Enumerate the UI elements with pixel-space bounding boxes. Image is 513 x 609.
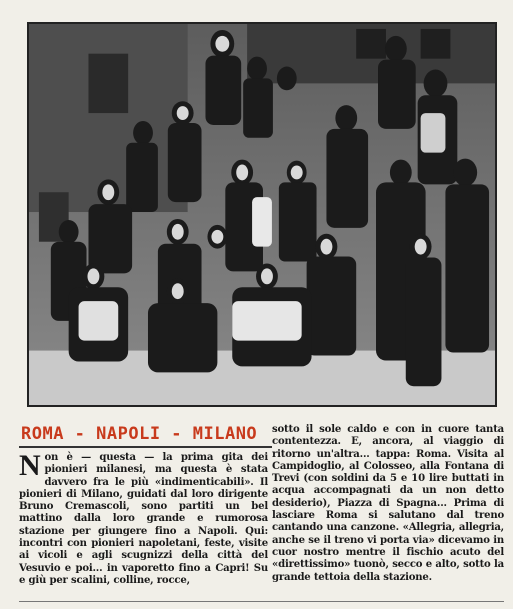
group-photo [27, 22, 497, 407]
article-paragraph-left [19, 449, 268, 587]
article-column-right [272, 424, 504, 584]
article-column-left [19, 449, 268, 587]
bottom-rule [19, 601, 504, 602]
group-photo-image [29, 24, 495, 405]
article-text-left: on è — questa — la prima gita dei pionieri milanesi, ma questa è stata davvero fra le più «indimenticabili». Il pionieri di Milano, guidati dal loro dirigente Bruno Cremascoli, sono partiti un bel mattino dalla loro grande e rumorosa stazione per giungere fino a Napoli. Qui: incontri con pionieri napoletani, feste, visite ai vicoli e agli scugnizzi della città del Vesuvio e poi... in vaporetto fino a Capri! Su e giù per scalini, colline, rocce, [19, 452, 268, 586]
article-text-right: sotto il sole caldo e con in cuore tanta contentezza. E, ancora, al viaggio di ritorno un'altra... tappa: Roma. Visita al Campidoglio, al Colosseo, alla Fontana di Trevi (con soldini da 5 e 10 lire buttati in acqua accompagnati da un non detto desiderio), Piazza di Spagna... Prima di lasciare Roma si salutano dal treno cantando una canzone. «Allegria, allegria, anche se il treno vi porta via» dicevamo in cuor nostro mentre il fischio acuto del «direttissimo» tuonò, secco e alto, sotto la grande tettoia della stazione. [272, 424, 504, 583]
article-headline: ROMA - NAPOLI - MILANO [21, 424, 258, 444]
headline-rule [19, 446, 272, 448]
drop-cap: N [19, 449, 41, 482]
